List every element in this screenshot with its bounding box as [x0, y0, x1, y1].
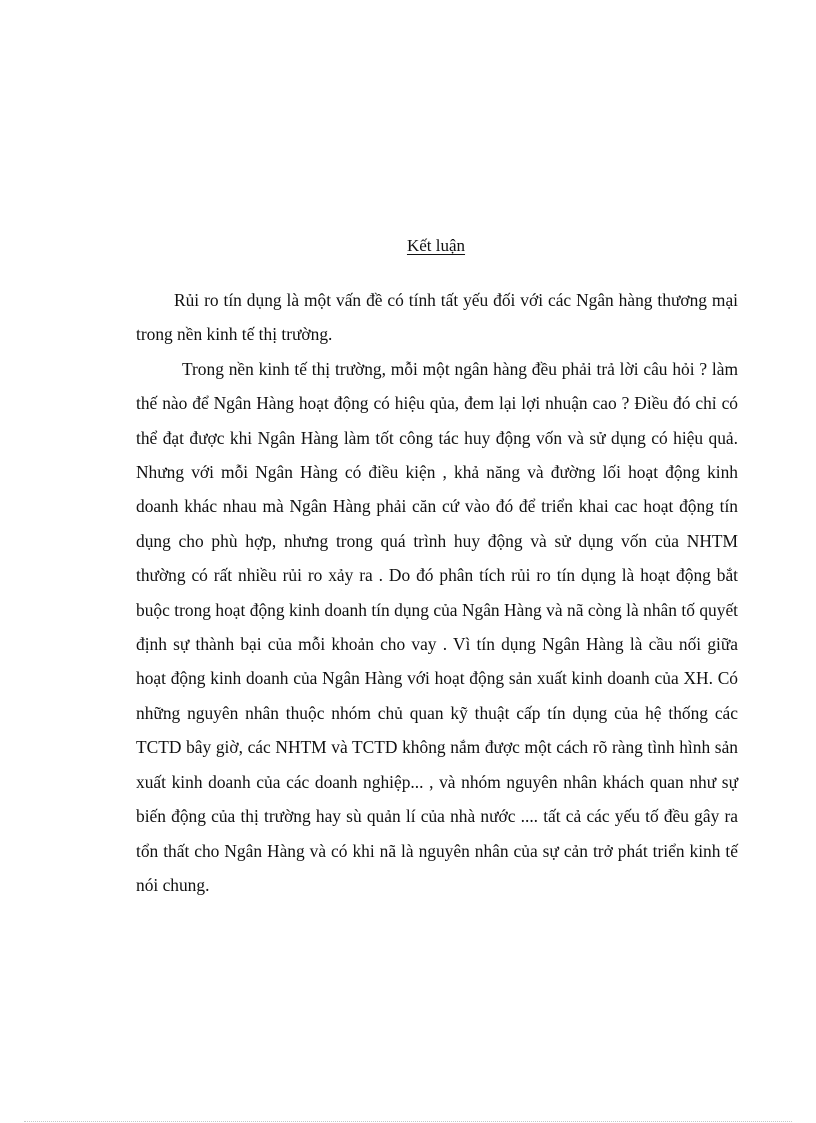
paragraph-2: Trong nền kinh tế thị trường, mỗi một ngân hàng đều phải trả lời câu hỏi ? làm thế nào để Ngân Hàng hoạt động có hiệu qủa, đem lại lợi nhuận cao ? Điều đó chỉ có thể đạt được khi Ngân Hàng làm tốt công tác huy động vốn và sử dụng có hiệu quả. Nhưng với mỗi Ngân Hàng có điều kiện , khả năng và đường lối hoạt động kinh doanh khác nhau mà Ngân Hàng phải căn cứ vào đó để triển khai cac hoạt động tín dụng cho phù hợp, nhưng trong quá trình huy động và sử dụng vốn của NHTM thường có rất nhiều rủi ro xảy ra . Do đó phân tích rủi ro tín dụng là hoạt động bắt buộc trong hoạt động kinh doanh tín dụng của Ngân Hàng và nã còng là nhân tố quyết định sự thành bại của mỗi khoản cho vay . Vì tín dụng Ngân Hàng là cầu nối giữa hoạt động kinh doanh của Ngân Hàng với hoạt động sản xuất kinh doanh của XH. Có những nguyên nhân thuộc nhóm chủ quan kỹ thuật cấp tín dụng của hệ thống các TCTD bây giờ, các NHTM và TCTD không nắm được một cách rõ ràng tình hình sản xuất kinh doanh của các doanh nghiệp... , và nhóm nguyên nhân khách quan như sự biến động của thị trường hay sù quản lí của nhà nước .... tất cả các yếu tố đều gây ra tổn thất cho Ngân Hàng và có khi nã là nguyên nhân của sự cản trở phát triển kinh tế nói chung. — [136, 358, 738, 895]
body-text — [136, 283, 738, 902]
title-text: Kết luận — [406, 236, 466, 255]
page-title — [0, 236, 816, 256]
page-bottom-divider — [24, 1121, 792, 1122]
paragraph-1: Rủi ro tín dụng là một vấn đề có tính tất yếu đối với các Ngân hàng thương mại trong nền kinh tế thị trường. — [136, 290, 738, 345]
